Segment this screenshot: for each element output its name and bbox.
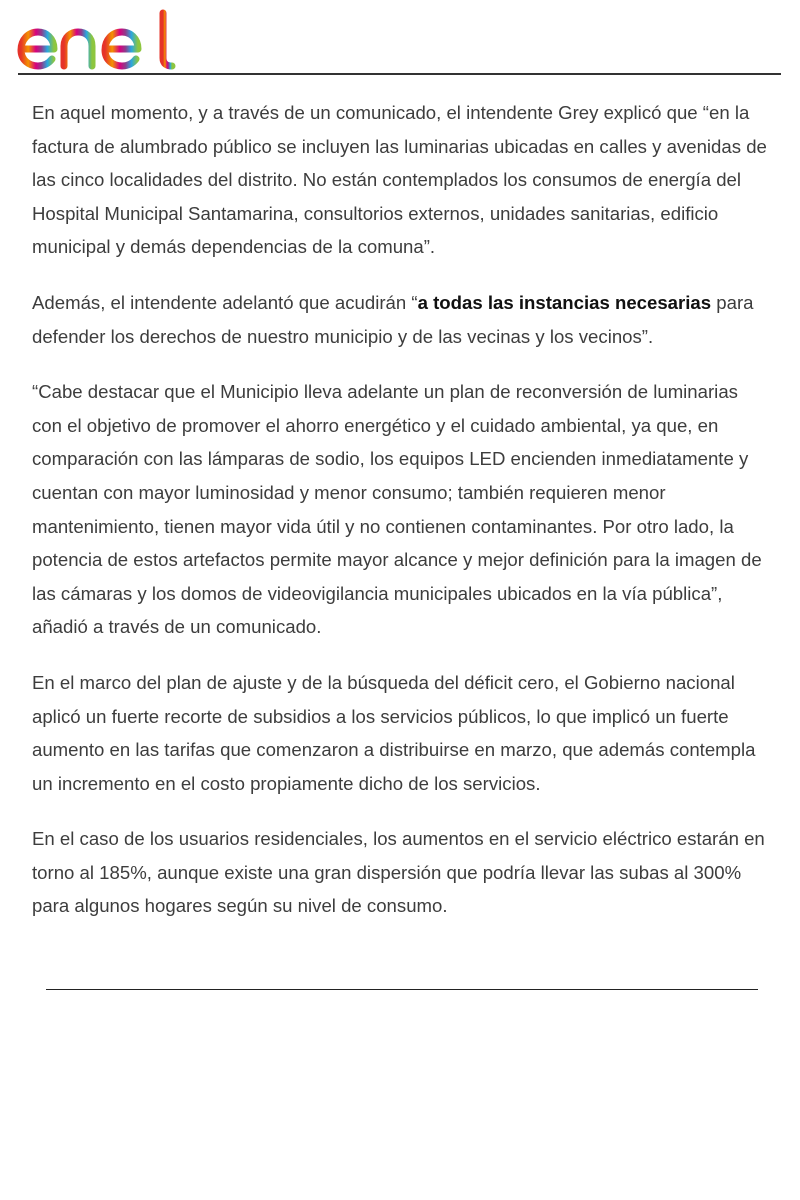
article-paragraph-3: “Cabe destacar que el Municipio lleva adelante un plan de reconversión de luminarias con el objetivo de promover el ahorro energético y el cuidado ambiental, ya que, en comparación con las lámparas de sodio, los equipos LED encienden inmediatamente y cuentan con mayor luminosidad y menor consumo; también requieren menor mantenimiento, tienen mayor vida útil y no contienen contaminantes. Por otro lado, la potencia de estos artefactos permite mayor alcance y mejor definición para la imagen de las cámaras y los domos de videovigilancia municipales ubicados en la vía pública”, añadió a través de un comunicado. (32, 381, 762, 638)
paragraph-2-text-start: Además, el intendente adelantó que acudirán “ (32, 291, 418, 313)
enel-logo[interactable] (16, 8, 181, 70)
article-body (32, 96, 772, 945)
header-divider (18, 73, 781, 75)
page-header (0, 0, 800, 76)
article-paragraph-2 (32, 286, 772, 353)
paragraph-2-bold-quote: a todas las instancias necesarias (417, 291, 712, 313)
article-paragraph-5: En el caso de los usuarios residenciales, los aumentos en el servicio eléctrico estarán en torno al 185%, aunque existe una gran dispersión que podría llevar las subas al 300% para algunos hogares según su nivel de consumo. (32, 828, 765, 917)
paragraph-2-text-end: para defender los derechos de nuestro municipio y de las vecinas y los vecinos”. (32, 291, 754, 347)
article-paragraph-4: En el marco del plan de ajuste y de la búsqueda del déficit cero, el Gobierno nacional aplicó un fuerte recorte de subsidios a los servicios públicos, lo que implicó un fuerte aumento en las tarifas que comenzaron a distribuirse en marzo, que además contempla un incremento en el costo propiamente dicho de los servicios. (32, 671, 756, 794)
article-end-divider (46, 989, 758, 990)
article-paragraph-1: En aquel momento, y a través de un comunicado, el intendente Grey explicó que “en la factura de alumbrado público se incluyen las luminarias ubicadas en calles y avenidas de las cinco localidades del distrito. No están contemplados los consumos de energía del Hospital Municipal Santamarina, consultorios externos, unidades sanitarias, edificio municipal y demás dependencias de la comuna”. (32, 102, 767, 258)
